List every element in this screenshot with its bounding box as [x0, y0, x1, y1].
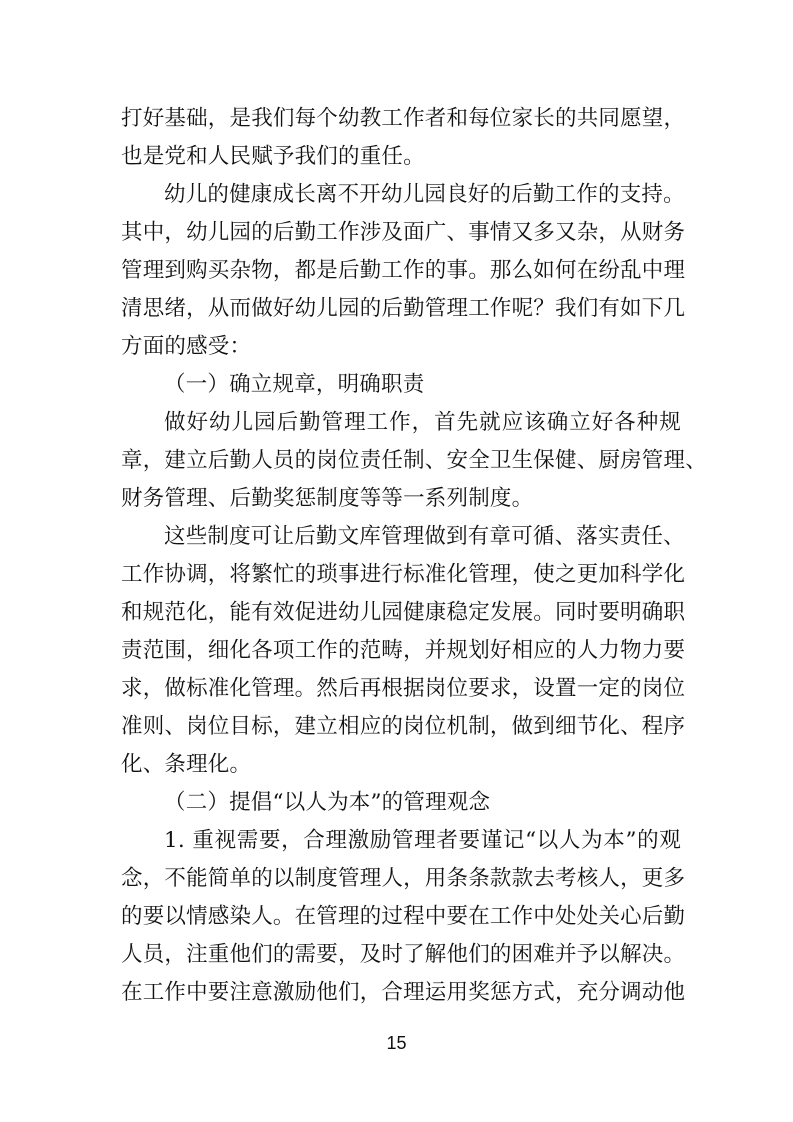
paragraph-first-line: 这些制度可让后勤文库管理做到有章可循、落实责任、	[164, 524, 685, 549]
paragraph-first-line: 做好幼儿园后勤管理工作，首先就应该确立好各种规	[164, 410, 681, 435]
body-text-line: 求，做标准化管理。然后再根据岗位要求，设置一定的岗位	[121, 676, 686, 701]
paragraph-first-line: 幼儿的健康成长离不开幼儿园良好的后勤工作的支持。	[164, 182, 685, 207]
body-text-line: 章，建立后勤人员的岗位责任制、安全卫生保健、厨房管理、	[121, 448, 707, 473]
body-text-line: 人员，注重他们的需要，及时了解他们的困难并予以解决。	[121, 942, 686, 967]
section-heading-1: （一）确立规章，明确职责	[164, 372, 425, 397]
body-text-line: 打好基础，是我们每个幼教工作者和每位家长的共同愿望，	[121, 106, 686, 131]
paragraph-first-line: 1. 重视需要，合理激励管理者要谨记“以人为本”的观	[164, 828, 681, 853]
body-text-line: 的要以情感染人。在管理的过程中要在工作中处处关心后勤	[121, 904, 686, 929]
body-text-line: 和规范化，能有效促进幼儿园健康稳定发展。同时要明确职	[121, 600, 686, 625]
body-text-line: 也是党和人民赋予我们的重任。	[121, 144, 425, 169]
body-text-line: 方面的感受：	[121, 334, 252, 359]
body-text-line: 其中，幼儿园的后勤工作涉及面广、事情又多又杂，从财务	[121, 220, 686, 245]
body-text-line: 念，不能简单的以制度管理人，用条条款款去考核人，更多	[121, 866, 686, 891]
body-text-line: 化、条理化。	[121, 752, 252, 777]
body-text-line: 在工作中要注意激励他们，合理运用奖惩方式，充分调动他	[121, 980, 686, 1005]
body-text-line: 工作协调，将繁忙的琐事进行标准化管理，使之更加科学化	[121, 562, 686, 587]
section-heading-2: （二）提倡“以人为本”的管理观念	[164, 790, 491, 815]
body-text-line: 清思绪，从而做好幼儿园的后勤管理工作呢？我们有如下几	[121, 296, 686, 321]
body-text-line: 财务管理、后勤奖惩制度等等一系列制度。	[121, 486, 534, 511]
page-number: 15	[386, 1033, 407, 1053]
body-text-line: 管理到购买杂物，都是后勤工作的事。那么如何在纷乱中理	[121, 258, 686, 283]
body-text-line: 责范围，细化各项工作的范畴，并规划好相应的人力物力要	[121, 638, 686, 663]
body-text-line: 准则、岗位目标，建立相应的岗位机制，做到细节化、程序	[121, 714, 686, 739]
